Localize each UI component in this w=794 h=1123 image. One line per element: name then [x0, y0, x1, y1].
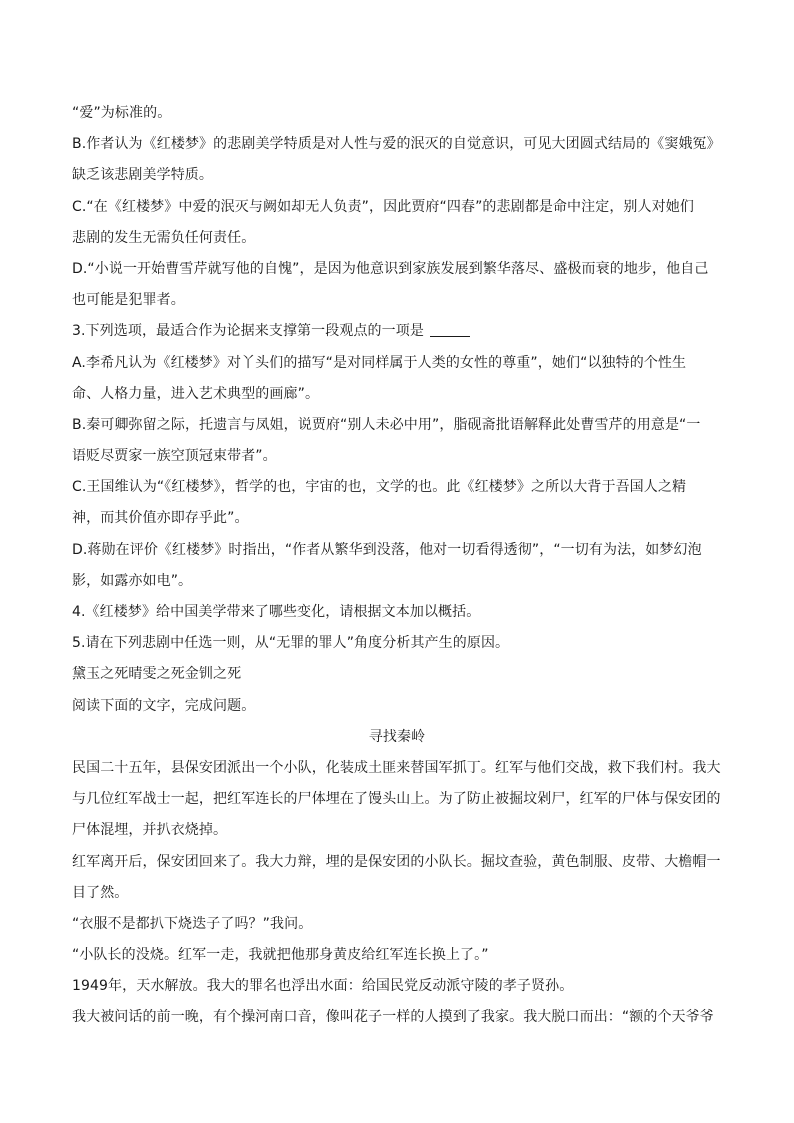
- question-5: 5.请在下列悲剧中任选一则，从“无罪的罪人”角度分析其产生的原因。: [72, 635, 510, 652]
- q3-option-b: B.秦可卿弥留之际，托遗言与凤姐，说贾府“别人未必中用”，脂砚斋批语解释此处曹雪芹的用意是“一: [72, 416, 701, 433]
- story-paragraph-3: 1949年，天水解放。我大的罪名也浮出水面：给国民党反动派守陵的孝子贤孙。: [72, 978, 574, 995]
- story-paragraph-1: 民国二十五年，县保安团派出一个小队，化装成土匪来替国军抓丁。红军与他们交战，救下我们村。我大: [72, 759, 721, 776]
- story-paragraph-2: 红军离开后，保安团回来了。我大力辩，埋的是保安团的小队长。掘坟查验，黄色制服、皮带、大檐帽一: [72, 853, 721, 870]
- story-title: 寻找秦岭: [368, 728, 426, 745]
- question-3-text: 3.下列选项，最适合作为论据来支撑第一段观点的一项是: [72, 323, 424, 340]
- story-dialogue-2: “小队长的没烧。红军一走，我就把他那身黄皮给红军连长换上了。”: [72, 947, 489, 964]
- question-3: [72, 316, 722, 347]
- text-line-option-b: B.作者认为《红楼梦》的悲剧美学特质是对人性与爱的泯灭的自觉意识，可见大团圆式结局的《窦娥冤》: [72, 136, 721, 153]
- q3-option-d-cont: 影，如露亦如电”。: [72, 572, 193, 589]
- story-dialogue-1: “衣服不是都扒下烧迭子了吗？”我问。: [72, 915, 313, 932]
- q3-option-a: A.李希凡认为《红楼梦》对丫头们的描写“是对同样属于人类的女性的尊重”，她们“以独特的个性生: [72, 354, 687, 371]
- text-line-option-b-cont: 缺乏该悲剧美学特质。: [72, 167, 213, 184]
- answer-blank: [430, 322, 470, 337]
- q3-option-d: D.蒋勋在评价《红楼梦》时指出，“作者从繁华到没落，他对一切看得透彻”，“一切有为法，如梦幻泡: [72, 541, 702, 558]
- q3-option-a-cont: 命、人格力量，进入艺术典型的画廊”。: [72, 385, 320, 402]
- q3-option-c: C.王国维认为“《红楼梦》，哲学的也，宇宙的也，文学的也。此《红楼梦》之所以大背于吾国人之精: [72, 479, 687, 496]
- story-paragraph-2-end: 目了然。: [72, 884, 129, 901]
- text-line-option-c-cont: 悲剧的发生无需负任何责任。: [72, 229, 256, 246]
- q3-option-c-cont: 神，而其价值亦即存乎此”。: [72, 510, 249, 527]
- story-paragraph-1-cont: 与几位红军战士一起，把红军连长的尸体埋在了馒头山上。为了防止被掘坟剁尸，红军的尸体与保安团的: [72, 791, 721, 808]
- story-paragraph-4: 我大被问话的前一晚，有个操河南口音，像叫花子一样的人摸到了我家。我大脱口而出：“额的个天爷爷: [72, 1009, 714, 1026]
- text-line-option-c: C.“在《红楼梦》中爱的泯灭与阙如却无人负责”，因此贾府“四春”的悲剧都是命中注定，别人对她们: [72, 198, 694, 215]
- text-line-option-d-cont: 也可能是犯罪者。: [72, 292, 185, 309]
- text-line-option-a-end: “爱”为标准的。: [72, 105, 172, 121]
- tragedy-options: 黛玉之死晴雯之死金钏之死: [72, 666, 242, 683]
- story-paragraph-1-end: 尸体混埋，并扒衣烧掉。: [72, 822, 228, 839]
- q3-option-b-cont: 语贬尽贾家一族空顶冠束带者”。: [72, 448, 277, 465]
- reading-instruction: 阅读下面的文字，完成问题。: [72, 697, 256, 714]
- text-line-option-d: D.“小说一开始曹雪芹就写他的自愧”，是因为他意识到家族发展到繁华落尽、盛极而衰的地步，他自己: [72, 260, 709, 277]
- question-4: 4.《红楼梦》给中国美学带来了哪些变化，请根据文本加以概括。: [72, 604, 481, 620]
